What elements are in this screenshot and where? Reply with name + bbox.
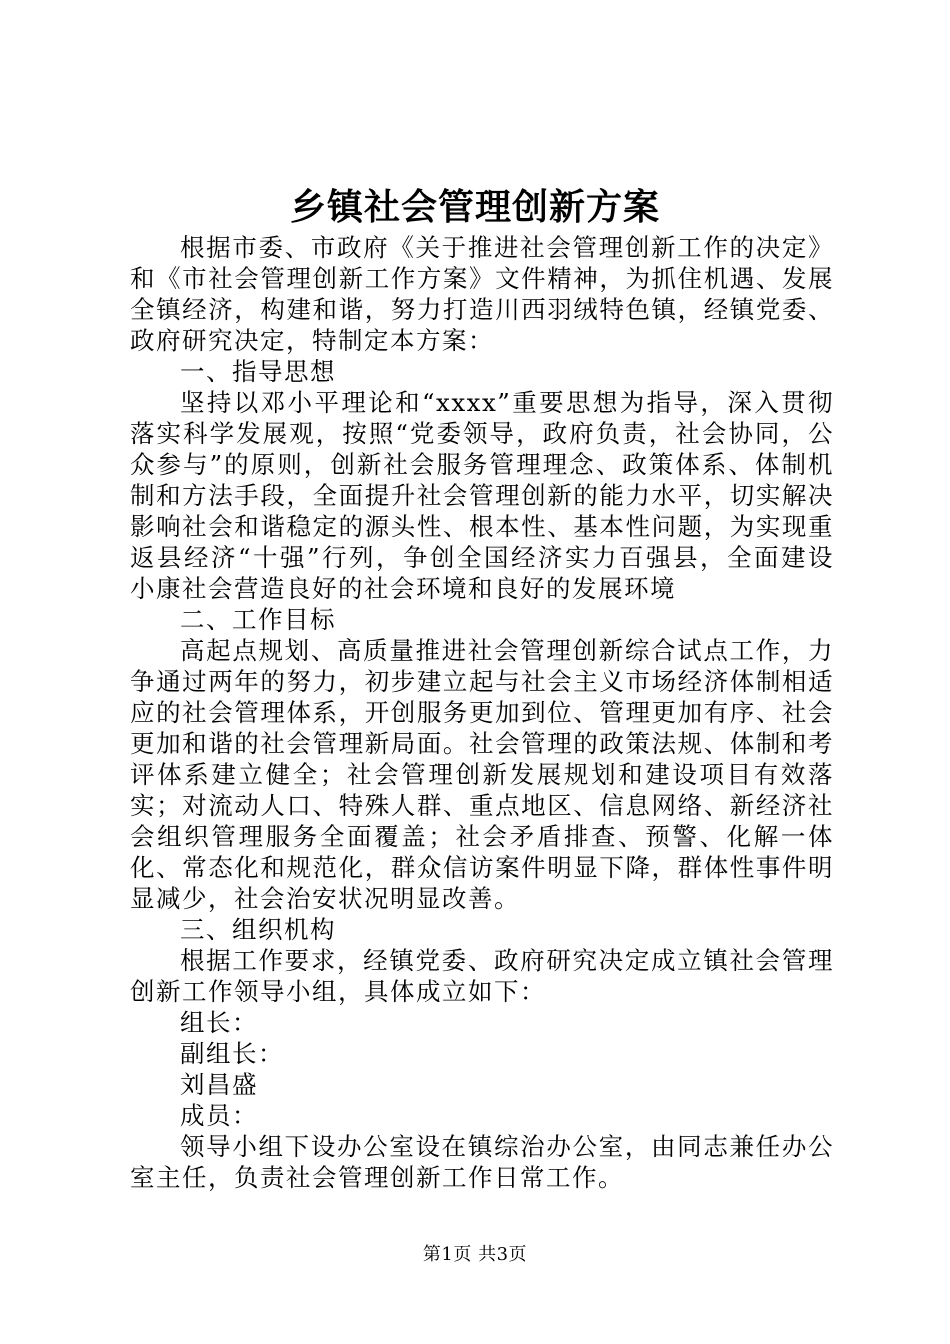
page-footer: 第1页 共3页 [422, 1244, 528, 1265]
section-heading-organization: 三、组织机构 [180, 915, 336, 944]
section-heading-guiding-ideology: 一、指导思想 [180, 357, 336, 386]
section-heading-work-goals: 二、工作目标 [180, 605, 336, 634]
member-name-line: 刘昌盛 [180, 1070, 258, 1099]
intro-paragraph: 根据市委、市政府《关于推进社会管理创新工作的决定》和《市社会管理创新工作方案》文件精神，为抓住机遇、发展全镇经济，构建和谐，努力打造川西羽绒特色镇，经镇党委、政府研究决定，特制定本方案： [130, 233, 834, 355]
staff-line: 成员： [180, 1101, 258, 1130]
document-body [130, 232, 834, 1193]
deputy-leader-line: 副组长： [180, 1039, 284, 1068]
section-body-organization: 根据工作要求，经镇党委、政府研究决定成立镇社会管理创新工作领导小组，具体成立如下： [130, 946, 834, 1006]
document-title: 乡镇社会管理创新方案 [289, 187, 660, 228]
section-body-work-goals: 高起点规划、高质量推进社会管理创新综合试点工作，力争通过两年的努力，初步建立起与社会主义市场经济体制相适应的社会管理体系，开创服务更加到位、管理更加有序、社会更加和谐的社会管理新局面。社会管理的政策法规、体制和考评体系建立健全；社会管理创新发展规划和建设项目有效落实；对流动人口、特殊人群、重点地区、信息网络、新经济社会组织管理服务全面覆盖；社会矛盾排查、预警、化解一体化、常态化和规范化，群众信访案件明显下降，群体性事件明显减少，社会治安状况明显改善。 [130, 636, 834, 913]
section-body-guiding-ideology: 坚持以邓小平理论和“xxxx”重要思想为指导，深入贯彻落实科学发展观，按照“党委领导，政府负责，社会协同，公众参与”的原则，创新社会服务管理理念、政策体系、体制机制和方法手段，全面提升社会管理创新的能力水平，切实解决影响社会和谐稳定的源头性、根本性、基本性问题，为实现重返县经济“十强”行列，争创全国经济实力百强县，全面建设小康社会营造良好的社会环境和良好的发展环境 [130, 388, 834, 603]
leader-line: 组长： [180, 1008, 258, 1037]
office-note-paragraph: 领导小组下设办公室设在镇综治办公室，由同志兼任办公室主任，负责社会管理创新工作日常工作。 [130, 1132, 834, 1192]
